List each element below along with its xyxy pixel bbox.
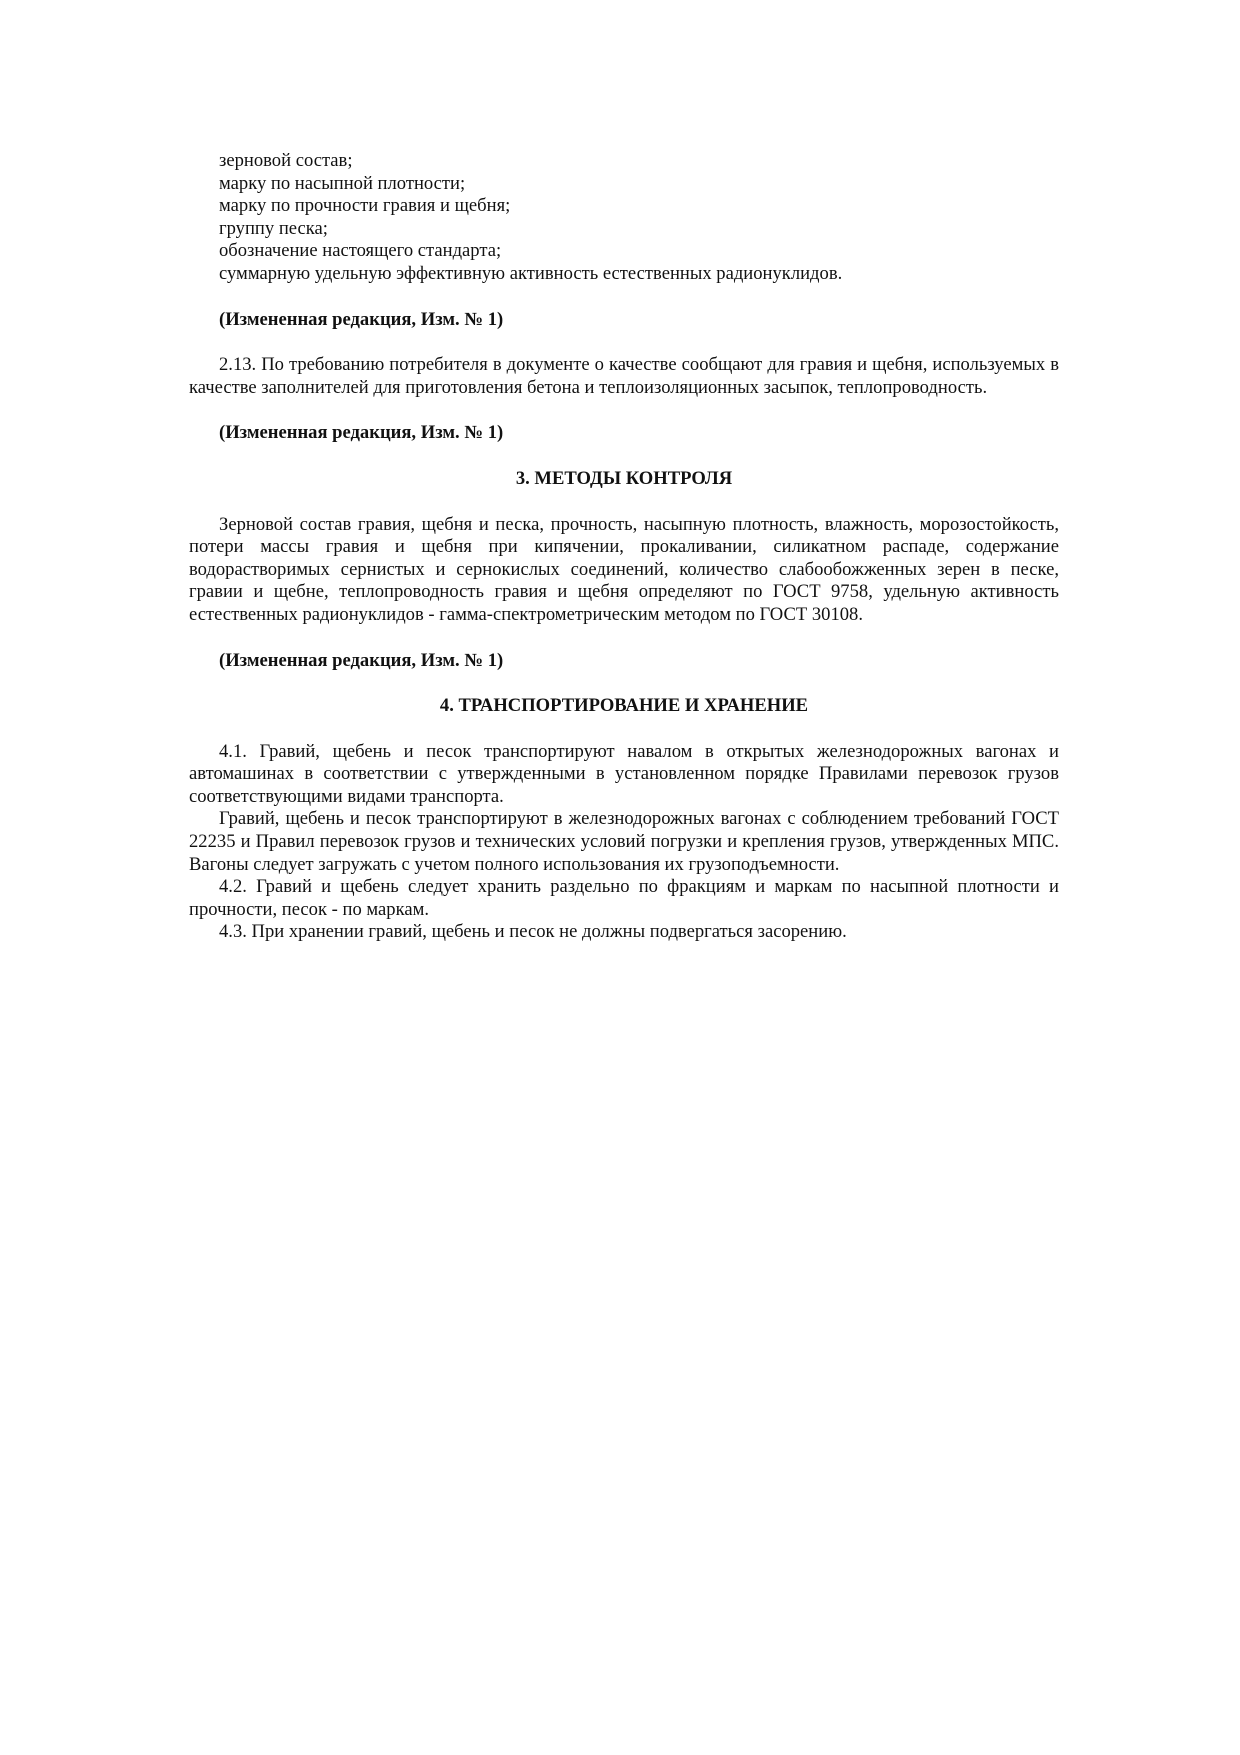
section-3-text: Зерновой состав гравия, щебня и песка, прочность, насыпную плотность, влажность, морозостойкость, потери массы гравия и щебня при кипячении, прокаливании, силикатном распаде, содержание водорастворимых сернистых и сернокислых соединений, количество слабообожженных зерен в песке, гравии и щебне, теплопроводность гравия и щебня определяют по ГОСТ 9758, удельную активность естественных радионуклидов - гамма-спектрометрическим методом по ГОСТ 30108.	[189, 513, 1059, 625]
section-4-title: 4. ТРАНСПОРТИРОВАНИЕ И ХРАНЕНИЕ	[439, 695, 809, 717]
amendment-note: (Измененная редакция, Изм. № 1)	[219, 422, 504, 444]
list-item: марку по насыпной плотности;	[219, 172, 466, 194]
requirements-list	[189, 150, 1059, 286]
amendment-note: (Измененная редакция, Изм. № 1)	[219, 308, 504, 330]
list-item: марку по прочности гравия и щебня;	[219, 195, 511, 217]
paragraph-2-13: 2.13. По требованию потребителя в документе о качестве сообщают для гравия и щебня, используемых в качестве заполнителей для приготовления бетона и теплоизоляционных засыпок, теплопроводность.	[189, 354, 1059, 398]
list-item: обозначение настоящего стандарта;	[219, 240, 502, 262]
paragraph-4-1: 4.1. Гравий, щебень и песок транспортируют навалом в открытых железнодорожных вагонах и автомашинах в соответствии с утвержденными в установленном порядке Правилами перевозок грузов соответствующими видами транспорта.	[189, 740, 1059, 807]
document-page	[189, 150, 1059, 944]
list-item: группу песка;	[219, 217, 328, 239]
paragraph-4-2: 4.2. Гравий и щебень следует хранить раздельно по фракциям и маркам по насыпной плотности и прочности, песок - по маркам.	[189, 876, 1059, 920]
paragraph-4-3: 4.3. При хранении гравий, щебень и песок не должны подвергаться засорению.	[219, 921, 847, 943]
paragraph-4-1-cont: Гравий, щебень и песок транспортируют в железнодорожных вагонах с соблюдением требований ГОСТ 22235 и Правил перевозок грузов и технических условий погрузки и крепления грузов, утвержденных МПС. Вагоны следует загружать с учетом полного использования их грузоподъемности.	[189, 808, 1059, 875]
section-3-title: 3. МЕТОДЫ КОНТРОЛЯ	[515, 467, 733, 489]
list-item: зерновой состав;	[219, 150, 353, 171]
amendment-note: (Измененная редакция, Изм. № 1)	[219, 649, 504, 671]
list-item: суммарную удельную эффективную активность естественных радионуклидов.	[219, 262, 843, 284]
